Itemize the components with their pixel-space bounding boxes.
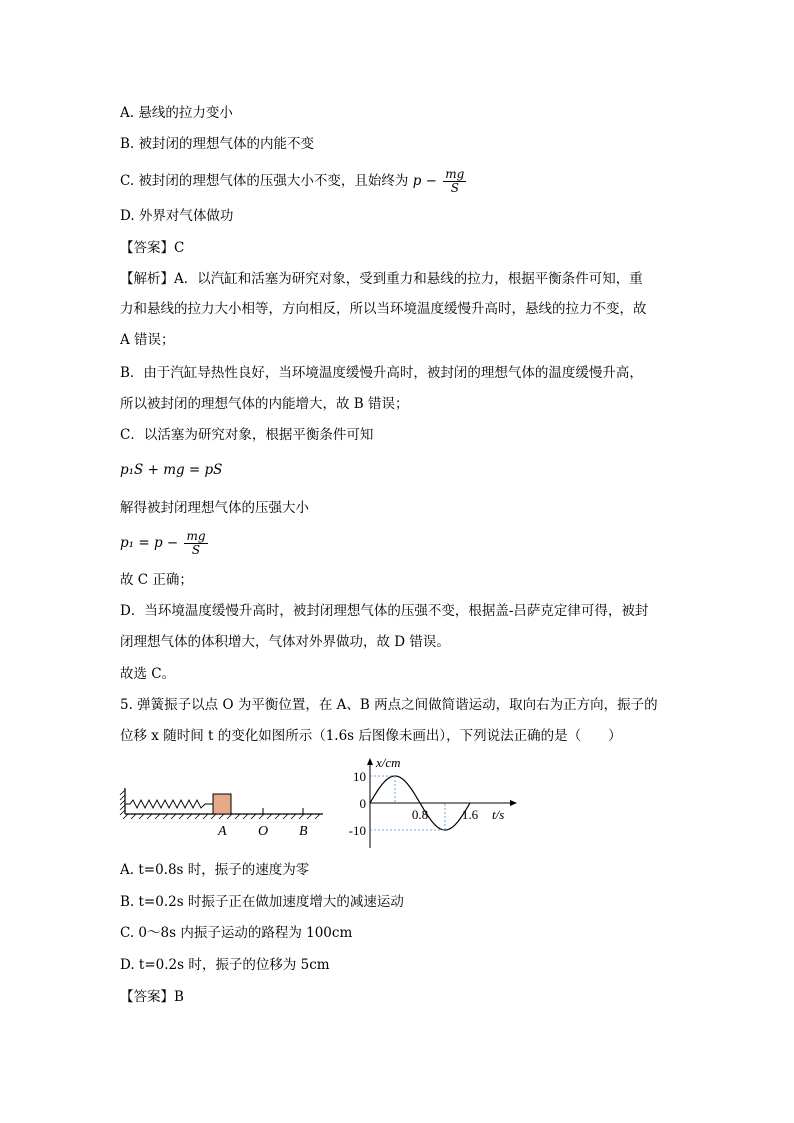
option-c-text: C. 被封闭的理想气体的压强大小不变，且始终为: [120, 173, 409, 189]
option-c-q5: C. 0～8s 内振子运动的路程为 100cm: [120, 925, 353, 941]
option-c-p: p: [412, 173, 422, 189]
wall-hatching: [120, 790, 125, 815]
analysis-line-1: 【解析】A．以汽缸和活塞为研究对象，受到重力和悬线的拉力，根据平衡条件可知，重: [120, 271, 643, 287]
oscillator-block: [213, 794, 231, 814]
label-b: B: [299, 824, 308, 839]
analysis-line-3: A 错误；: [120, 332, 175, 348]
label-o: O: [258, 824, 269, 839]
analysis-line-5: 所以被封闭的理想气体的内能增大，故 B 错误；: [120, 396, 409, 412]
option-a-q4: A. 悬线的拉力变小: [120, 105, 233, 121]
answer-q5: 【答案】B: [120, 989, 184, 1005]
spring-oscillator-figure: [118, 770, 328, 840]
label-a: A: [218, 824, 227, 839]
analysis-line-7: 解得被封闭理想气体的压强大小: [120, 500, 309, 516]
displacement-time-chart: [340, 756, 520, 851]
option-d-q4: D. 外界对气体做功: [120, 208, 234, 224]
analysis-line-9: D．当环境温度缓慢升高时，被封闭理想气体的压强不变，根据盖-吕萨克定律可得，被封: [120, 603, 649, 619]
fraction-numerator: mg: [186, 529, 206, 543]
option-b-q4: B. 被封闭的理想气体的内能不变: [120, 136, 315, 152]
chart-layer: [349, 756, 517, 848]
ground-hatching: [123, 814, 320, 819]
option-c-fraction: [443, 168, 466, 195]
analysis-line-11: 故选 C。: [120, 666, 176, 682]
option-c-q4: [120, 168, 466, 195]
x-axis-label: t/s: [492, 807, 505, 822]
x-tick-label: 0.8: [411, 807, 429, 822]
option-c-minus: −: [421, 173, 442, 189]
y-tick-label: 0: [359, 796, 366, 811]
y-tick-label: -10: [348, 823, 366, 838]
x-axis-arrow: [510, 800, 517, 806]
answer-q4: 【答案】C: [120, 240, 185, 256]
y-tick-label: 10: [353, 769, 366, 784]
analysis-line-6: C．以活塞为研究对象，根据平衡条件可知: [120, 427, 374, 443]
option-a-q5: A. t=0.8s 时，振子的速度为零: [120, 862, 310, 878]
question-5-line-2: 位移 x 随时间 t 的变化如图所示（1.6s 后图像未画出），下列说法正确的是（ ）: [120, 728, 622, 744]
spring: [125, 800, 213, 808]
option-d-q5: D. t=0.2s 时，振子的位移为 5cm: [120, 957, 330, 973]
equation-2-left: p₁ = p −: [120, 535, 183, 551]
equation-1: p₁S + mg = pS: [120, 462, 223, 478]
fraction-denominator: S: [184, 543, 207, 557]
analysis-line-4: B．由于汽缸导热性良好，当环境温度缓慢升高时，被封闭的理想气体的温度缓慢升高，: [120, 365, 643, 381]
y-axis-label: x/cm: [376, 756, 401, 770]
x-tick-label: 1.6: [461, 807, 479, 822]
equation-2-fraction: [184, 530, 207, 557]
analysis-line-10: 闭理想气体的体积增大，气体对外界做功，故 D 错误。: [120, 634, 450, 650]
equation-2: [120, 530, 208, 557]
fraction-numerator: mg: [445, 167, 465, 181]
analysis-line-2: 力和悬线的拉力大小相等，方向相反，所以当环境温度缓慢升高时，悬线的拉力不变，故: [120, 301, 647, 317]
y-axis-arrow: [367, 758, 373, 765]
option-b-q5: B. t=0.2s 时振子正在做加速度增大的减速运动: [120, 894, 404, 910]
fraction-denominator: S: [443, 181, 466, 195]
analysis-line-8: 故 C 正确；: [120, 572, 193, 588]
question-5-line-1: 5. 弹簧振子以点 O 为平衡位置，在 A、B 两点之间做简谐运动，取向右为正方向，振子的: [120, 697, 658, 713]
